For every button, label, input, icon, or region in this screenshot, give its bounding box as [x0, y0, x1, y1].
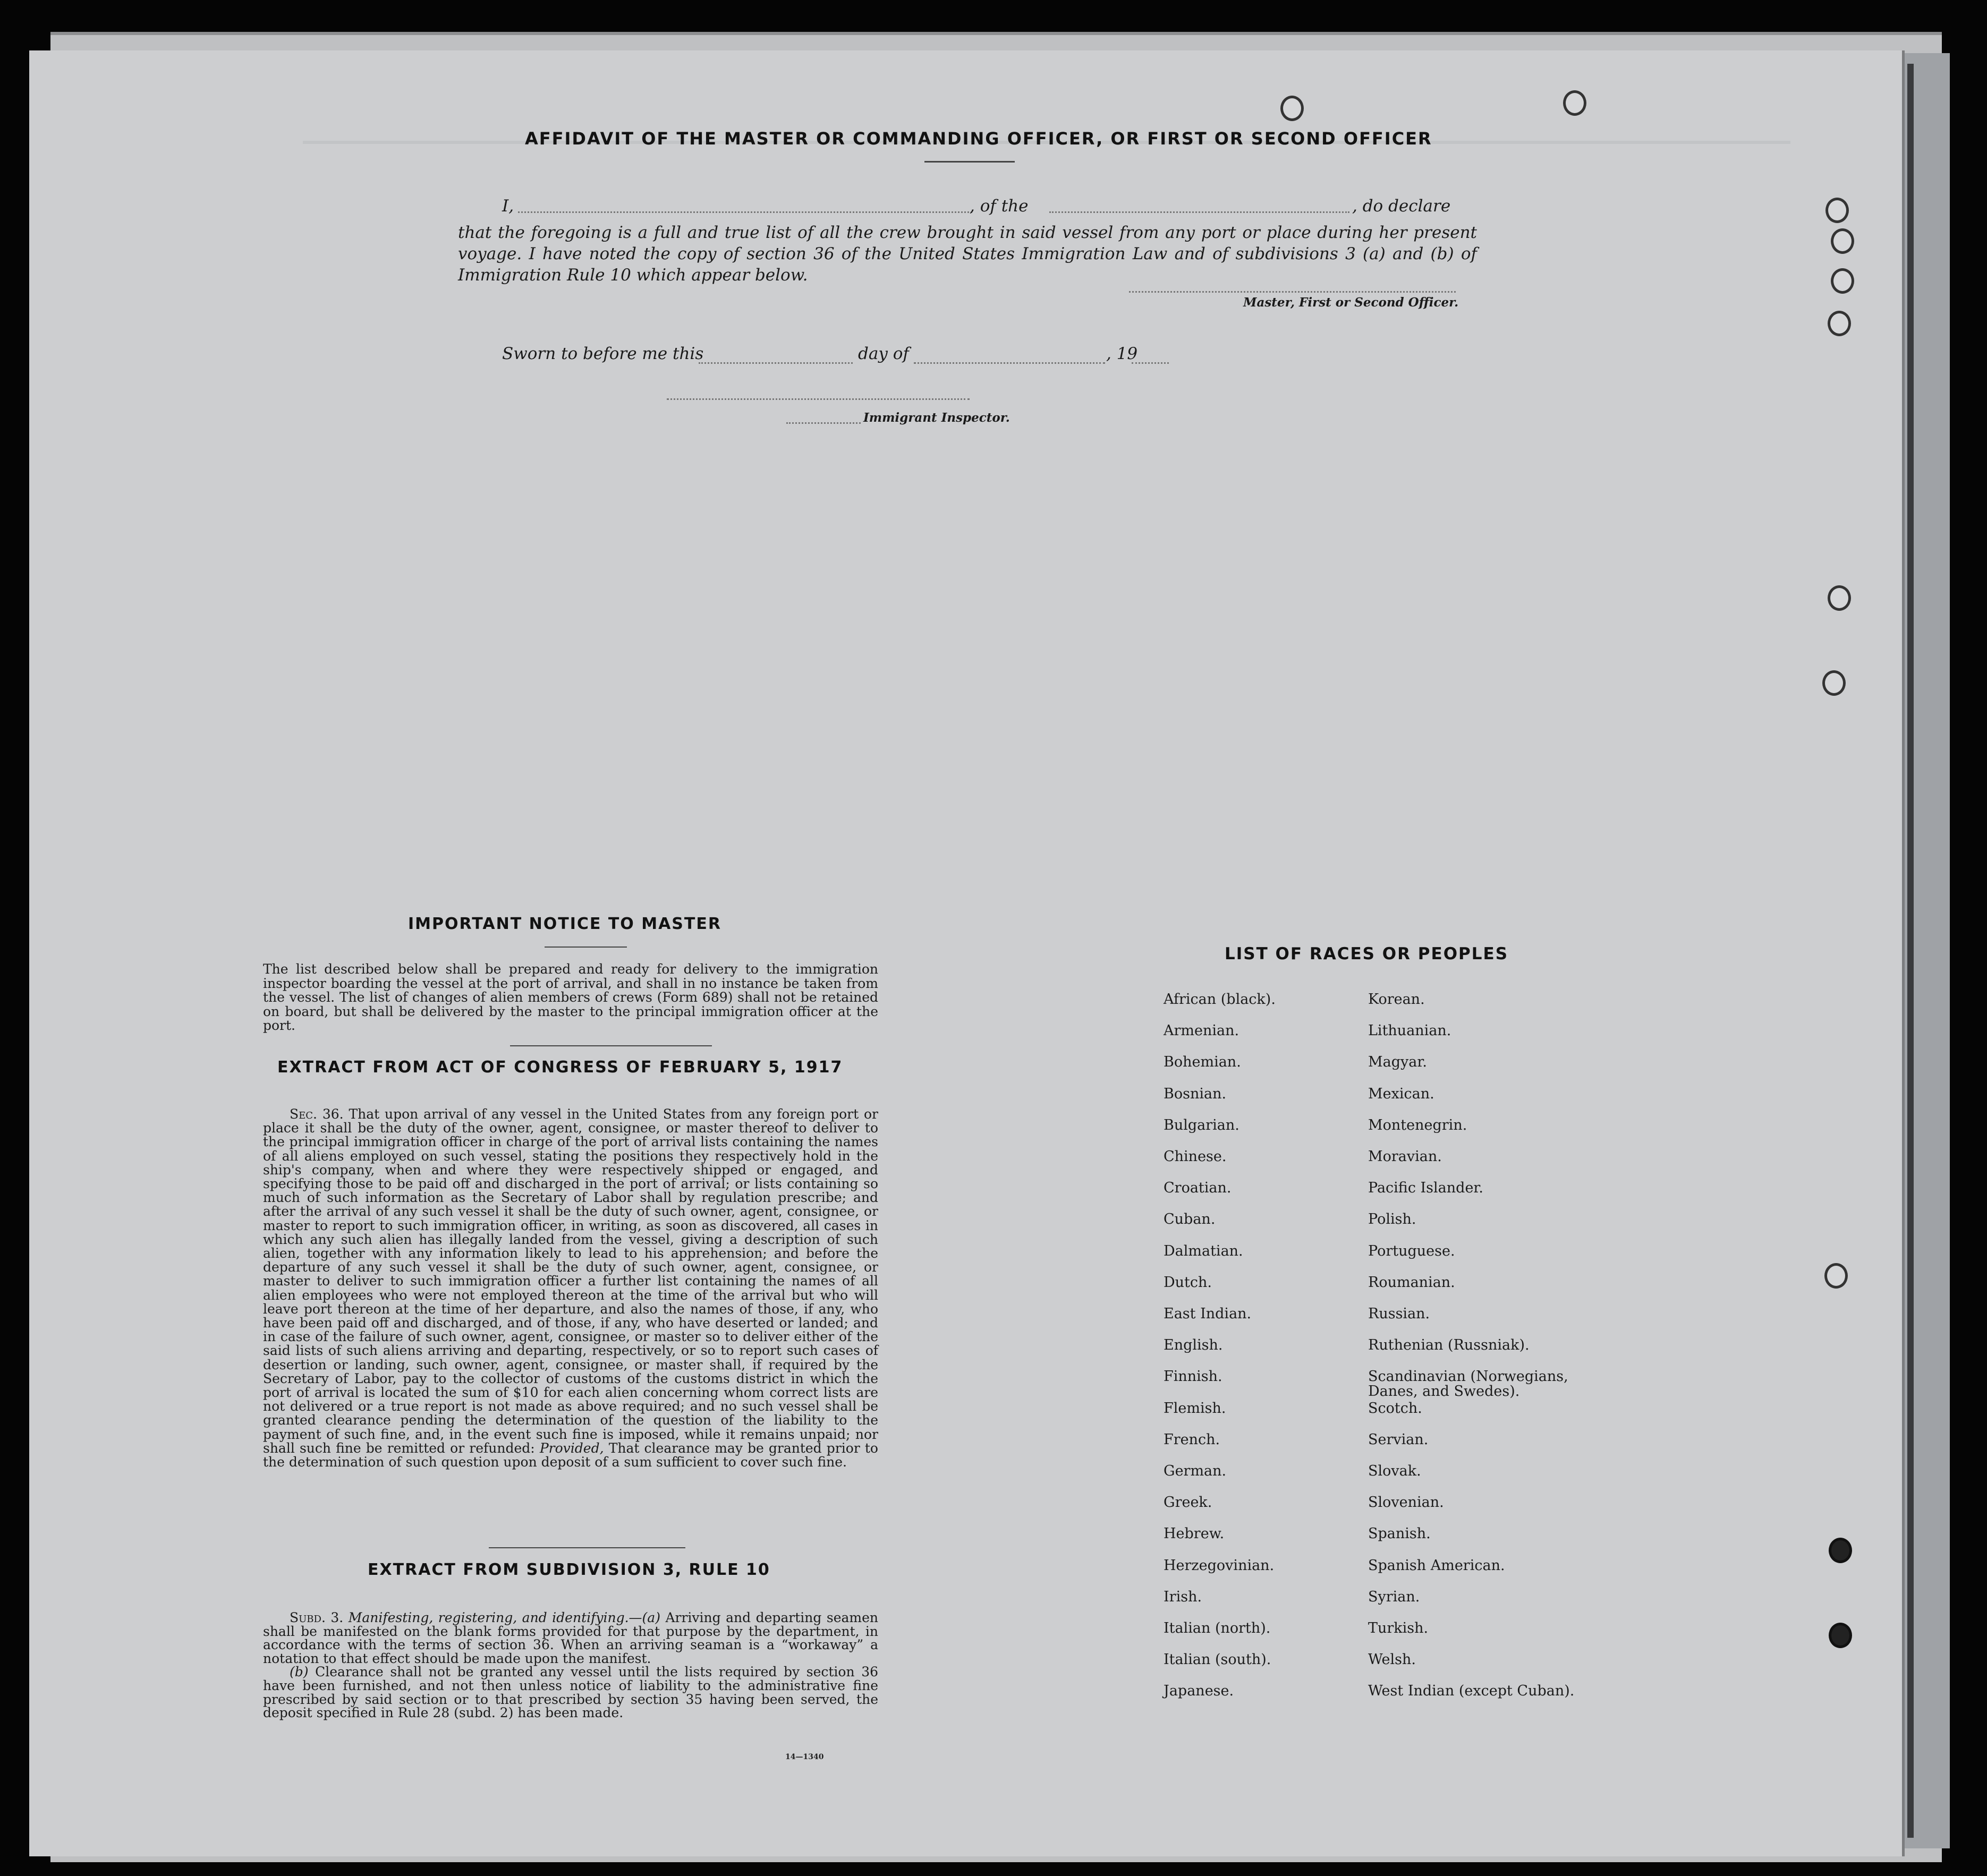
- race-item: Portuguese.: [1368, 1242, 1455, 1259]
- race-item: Finnish.: [1164, 1368, 1222, 1385]
- signature-field[interactable]: [1129, 291, 1456, 293]
- races-title: LIST OF RACES OR PEOPLES: [1225, 944, 1509, 963]
- race-item: Moravian.: [1368, 1148, 1442, 1165]
- extract-rule-rule: [489, 1547, 685, 1548]
- sec-36-text: That upon arrival of any vessel in the United States from any foreign port or place it shall be the duty of the owner, agent, consignee, or master thereof to deliver to the principal immigration officer in charge of the port of arrival lists containing the names of all aliens employed on such vessel, stating the positions they respectively hold in the ship's company, when and where they were respectively shipped or engaged, and specifying those to be paid off and discharged in the port of arrival; or lists containing so much of such information as the Secretary of Labor shall by regulation prescribe; and after the arrival of any such vessel it shall be the duty of such owner, agent, consignee, or master to report to such immigration officer, in writing, as soon as discovered, all cases in which any such alien has illegally landed from the vessel, giving a description of such alien, together with any information likely to lead to his apprehension; and before the departure of any such vessel it shall be the duty of such owner, agent, consignee, or master to deliver to such immigration officer a further list containing the names of all alien employees who were not employed thereon at the time of the arrival but who will leave port thereon at the time of her departure, and also the names of those, if any, who have been paid off and discharged, and of those, if any, who have deserted or landed; and in case of the failure of such owner, agent, consignee, or master so to deliver either of the said lists of such aliens arriving and departing, respectively, or so to report such cases of desertion or landing, such owner, agent, consignee, or master shall, if required by the Secretary of Labor, pay to the collector of customs of the customs district in which the port of arrival is located the sum of $10 for each alien concerning whom correct lists are not delivered or a true report is not made as above required; and no such vessel shall be granted clearance pending the determination of the question of the liability to the payment of such fine, and, in the event such fine is imposed, while it remains unpaid; nor shall such fine be remitted or refunded:: [263, 1106, 878, 1456]
- races-right-column: [1368, 992, 1634, 1704]
- year-label: , 19: [1106, 344, 1138, 363]
- sworn-label: Sworn to before me this: [502, 344, 704, 363]
- binder-hole: [1829, 1623, 1852, 1648]
- race-item: Dutch.: [1164, 1274, 1212, 1291]
- race-item: Mexican.: [1368, 1085, 1434, 1102]
- race-item: Montenegrin.: [1368, 1116, 1467, 1133]
- extract-act-title: EXTRACT FROM ACT OF CONGRESS OF FEBRUARY 5, 1917: [277, 1058, 843, 1077]
- day-of-label: day of: [858, 344, 909, 363]
- binding-edge: [1907, 64, 1914, 1838]
- subd-b-label: (b): [290, 1664, 309, 1680]
- binder-hole: [1563, 90, 1586, 116]
- race-item: Hebrew.: [1164, 1525, 1225, 1542]
- sec-label: Sec. 36.: [290, 1106, 344, 1122]
- sworn-year-field[interactable]: [1132, 362, 1169, 364]
- race-item: Spanish.: [1368, 1525, 1431, 1542]
- race-item: Armenian.: [1164, 1022, 1239, 1039]
- race-item: Irish.: [1164, 1588, 1202, 1605]
- binder-hole: [1824, 1263, 1848, 1289]
- race-item: Croatian.: [1164, 1180, 1232, 1197]
- race-item: Dalmatian.: [1164, 1242, 1243, 1259]
- master-name-field[interactable]: [518, 211, 972, 213]
- race-item: Scotch.: [1368, 1400, 1422, 1417]
- race-item: Magyar.: [1368, 1054, 1427, 1071]
- subd-heading: Manifesting, registering, and identifying.—(a): [348, 1610, 660, 1625]
- race-item: Bosnian.: [1164, 1085, 1227, 1102]
- sworn-day-field[interactable]: [699, 362, 853, 364]
- race-item: English.: [1164, 1337, 1223, 1354]
- race-item: Russian.: [1368, 1306, 1430, 1322]
- race-item: Syrian.: [1368, 1588, 1420, 1605]
- subd-label: Subd. 3.: [290, 1610, 344, 1625]
- race-item: Scandinavian (Norwegians, Danes, and Swedes).: [1368, 1368, 1568, 1400]
- race-item: Turkish.: [1368, 1620, 1429, 1636]
- affidavit-title: AFFIDAVIT OF THE MASTER OR COMMANDING OFFICER, OR FIRST OR SECOND OFFICER: [525, 129, 1432, 149]
- binder-hole: [1280, 96, 1304, 121]
- race-item: West Indian (except Cuban).: [1368, 1683, 1575, 1700]
- vessel-field[interactable]: [1049, 211, 1349, 213]
- form-number: 14—1340: [785, 1753, 824, 1761]
- extract-act-rule: [510, 1045, 712, 1046]
- race-item: Slovak.: [1368, 1463, 1421, 1479]
- race-item: Roumanian.: [1368, 1274, 1455, 1291]
- inspector-signature-field[interactable]: [667, 398, 970, 400]
- race-item: Italian (north).: [1164, 1620, 1271, 1636]
- race-item: Pacific Islander.: [1368, 1180, 1483, 1197]
- provided-text: That clearance may be granted prior to the determination of such question upon deposit of a sum sufficient to cover such fine.: [263, 1440, 878, 1470]
- of-the-label: , of the: [970, 197, 1029, 216]
- races-left-column: [1164, 992, 1355, 1704]
- extract-act-text: [263, 1107, 878, 1469]
- title-underline: [924, 161, 1015, 163]
- race-item: Italian (south).: [1164, 1651, 1271, 1668]
- race-item: Lithuanian.: [1368, 1022, 1451, 1039]
- provided-label: Provided,: [539, 1440, 604, 1456]
- subd-text-b: Clearance shall not be granted any vessel until the lists required by section 36 have been furnished, and not then unless notice of liability to the administrative fine prescribed by said section or to that prescribed by section 35 having been served, the deposit specified in Rule 28 (subd. 2) has been made.: [263, 1664, 879, 1721]
- inspector-caption: Immigrant Inspector.: [863, 411, 1010, 425]
- binder-hole: [1825, 198, 1849, 223]
- race-item: Bulgarian.: [1164, 1116, 1239, 1133]
- inspector-caption-leader: [786, 422, 861, 424]
- extract-rule-text: [263, 1611, 878, 1720]
- race-item: African (black).: [1164, 991, 1276, 1008]
- race-item: Welsh.: [1368, 1651, 1416, 1668]
- subd-text-a: Arriving and departing seamen shall be manifested on the blank forms provided for that purpose by the department, in accordance with the terms of section 36. When an arriving seaman is a “workaway” a notation to that effect should be made upon the manifest.: [263, 1610, 879, 1666]
- race-item: Herzegovinian.: [1164, 1557, 1275, 1574]
- race-item: Bohemian.: [1164, 1054, 1241, 1071]
- notice-title: IMPORTANT NOTICE TO MASTER: [408, 915, 721, 933]
- race-item: Japanese.: [1164, 1683, 1234, 1700]
- race-item: French.: [1164, 1431, 1220, 1448]
- race-item: Cuban.: [1164, 1211, 1216, 1228]
- do-declare-label: , do declare: [1352, 197, 1451, 216]
- binder-hole: [1828, 585, 1851, 611]
- race-item: Spanish American.: [1368, 1557, 1505, 1574]
- sworn-month-field[interactable]: [914, 362, 1105, 364]
- binder-hole: [1831, 228, 1854, 254]
- race-item: Slovenian.: [1368, 1494, 1444, 1511]
- race-item: Chinese.: [1164, 1148, 1227, 1165]
- race-item: Ruthenian (Russniak).: [1368, 1337, 1530, 1354]
- race-item: Greek.: [1164, 1494, 1212, 1511]
- race-item: German.: [1164, 1463, 1227, 1479]
- affidavit-body: that the foregoing is a full and true list of all the crew brought in said vessel from any port or place during her present voyage. I have noted the copy of section 36 of the United States Immigration Law and of subdivisions 3 (a) and (b) of Immigration Rule 10 which appear below.: [458, 223, 1477, 285]
- race-item: Servian.: [1368, 1431, 1429, 1448]
- subd-paragraph-a: [263, 1611, 878, 1665]
- race-item: Korean.: [1368, 991, 1425, 1008]
- notice-text: The list described below shall be prepared and ready for delivery to the immigration inspector boarding the vessel at the port of arrival, and shall in no instance be taken from the vessel. The list of changes of alien members of crews (Form 689) shall not be retained on board, but shall be delivered by the master to the principal immigration officer at the port.: [263, 961, 878, 1034]
- binder-hole: [1829, 1538, 1852, 1563]
- extract-rule-title: EXTRACT FROM SUBDIVISION 3, RULE 10: [368, 1561, 770, 1579]
- binder-hole: [1822, 670, 1846, 696]
- subd-paragraph-b: [263, 1665, 878, 1719]
- binder-hole: [1831, 268, 1854, 294]
- signature-caption: Master, First or Second Officer.: [1243, 295, 1459, 310]
- race-item: East Indian.: [1164, 1306, 1252, 1322]
- notice-rule: [545, 946, 627, 948]
- binder-hole: [1828, 311, 1851, 336]
- race-item: Flemish.: [1164, 1400, 1226, 1417]
- race-item: Polish.: [1368, 1211, 1416, 1228]
- affidavit-i-label: I,: [502, 197, 514, 216]
